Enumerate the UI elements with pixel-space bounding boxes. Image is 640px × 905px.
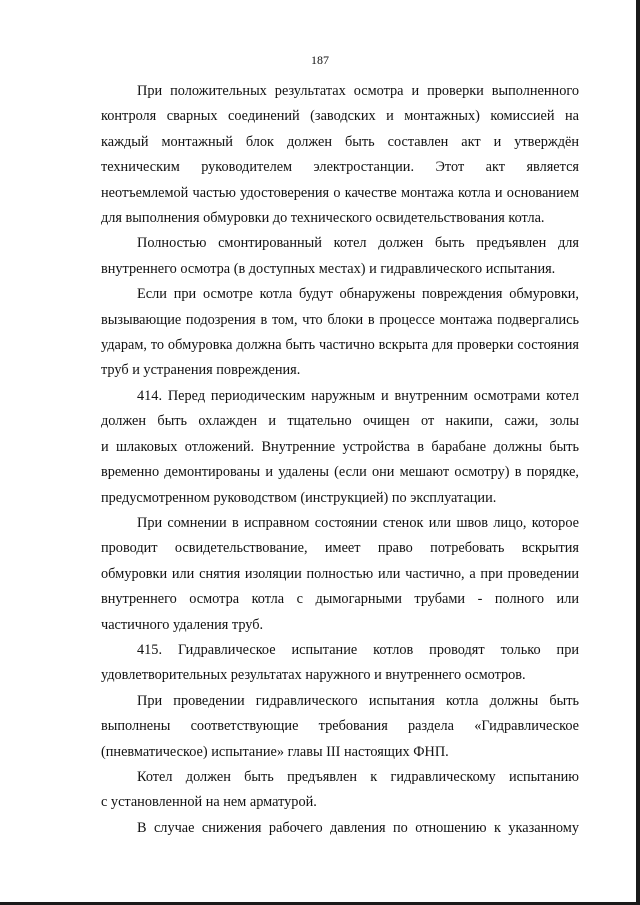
text-line: каждый монтажный блок должен быть составлен акт и утверждён — [101, 133, 579, 150]
text-line: контроля сварных соединений (заводских и монтажных) комиссией на — [101, 108, 579, 125]
paragraph-hydraulic-requirements — [101, 689, 579, 765]
text-line: 415. Гидравлическое испытание котлов проводят только при — [137, 641, 579, 658]
text-line: предусмотренном руководством (инструкцией) по эксплуатации. — [101, 489, 497, 506]
text-line: Полностью смонтированный котел должен быть предъявлен для — [137, 235, 579, 252]
text-line: удовлетворительных результатах наружного и внутреннего осмотров. — [101, 667, 526, 684]
text-line: временно демонтированы и удалены (если они мешают осмотру) в порядке, — [101, 464, 579, 481]
text-line: выполнены соответствующие требования раздела «Гидравлическое — [101, 718, 579, 735]
text-line: вызывающие подозрения в том, что блоки в процессе монтажа подвергались — [101, 311, 579, 328]
text-line: неотъемлемой частью удостоверения о качестве монтажа котла и основанием — [101, 184, 579, 201]
text-line: должен быть охлажден и тщательно очищен от накипи, сажи, золы — [101, 413, 579, 430]
text-line: Если при осмотре котла будут обнаружены повреждения обмуровки, — [137, 286, 579, 303]
paragraph-414 — [101, 384, 579, 511]
text-line: и шлаковых отложений. Внутренние устройства в барабане должны быть — [101, 438, 579, 455]
paragraph-pressure-reduction — [101, 816, 579, 841]
text-line: В случае снижения рабочего давления по отношению к указанному — [137, 819, 579, 836]
text-line: техническим руководителем электростанции. Этот акт является — [101, 159, 579, 176]
text-line: При положительных результатах осмотра и проверки выполненного — [137, 83, 579, 99]
text-line: внутреннего осмотра (в доступных местах) и гидравлического испытания. — [101, 260, 556, 277]
paragraph-doubt-inspection — [101, 511, 579, 638]
text-line: внутреннего осмотра котла с дымогарными трубами - полного или — [101, 591, 579, 608]
text-line: с установленной на нем арматурой. — [101, 794, 317, 811]
text-line: Котел должен быть предъявлен к гидравлическому испытанию — [137, 768, 579, 785]
paragraph-fittings — [101, 765, 579, 816]
text-line: 414. Перед периодическим наружным и внутренним осмотрами котел — [137, 387, 579, 404]
text-line: проводит освидетельствование, имеет право потребовать вскрытия — [101, 540, 579, 557]
text-line: При проведении гидравлического испытания котла должны быть — [137, 692, 579, 709]
text-line: ударам, то обмуровка должна быть частично вскрыта для проверки состояния — [101, 337, 579, 354]
text-line: частичного удаления труб. — [101, 616, 264, 633]
scan-edge-right — [636, 0, 640, 905]
paragraph-act-approval — [101, 79, 579, 231]
text-line: обмуровки или снятия изоляции полностью или частично, а при проведении — [101, 565, 579, 582]
paragraph-boiler-presentation — [101, 231, 579, 282]
text-line: (пневматическое) испытание» главы III настоящих ФНП. — [101, 743, 449, 760]
paragraph-415 — [101, 638, 579, 689]
paragraph-lining-damage — [101, 282, 579, 384]
document-body — [101, 79, 579, 841]
text-line: для выполнения обмуровки до технического освидетельствования котла. — [101, 210, 545, 227]
text-line: труб и устранения повреждения. — [101, 362, 301, 379]
page-number: 187 — [311, 53, 329, 67]
text-line: При сомнении в исправном состоянии стенок или швов лицо, которое — [137, 514, 579, 531]
